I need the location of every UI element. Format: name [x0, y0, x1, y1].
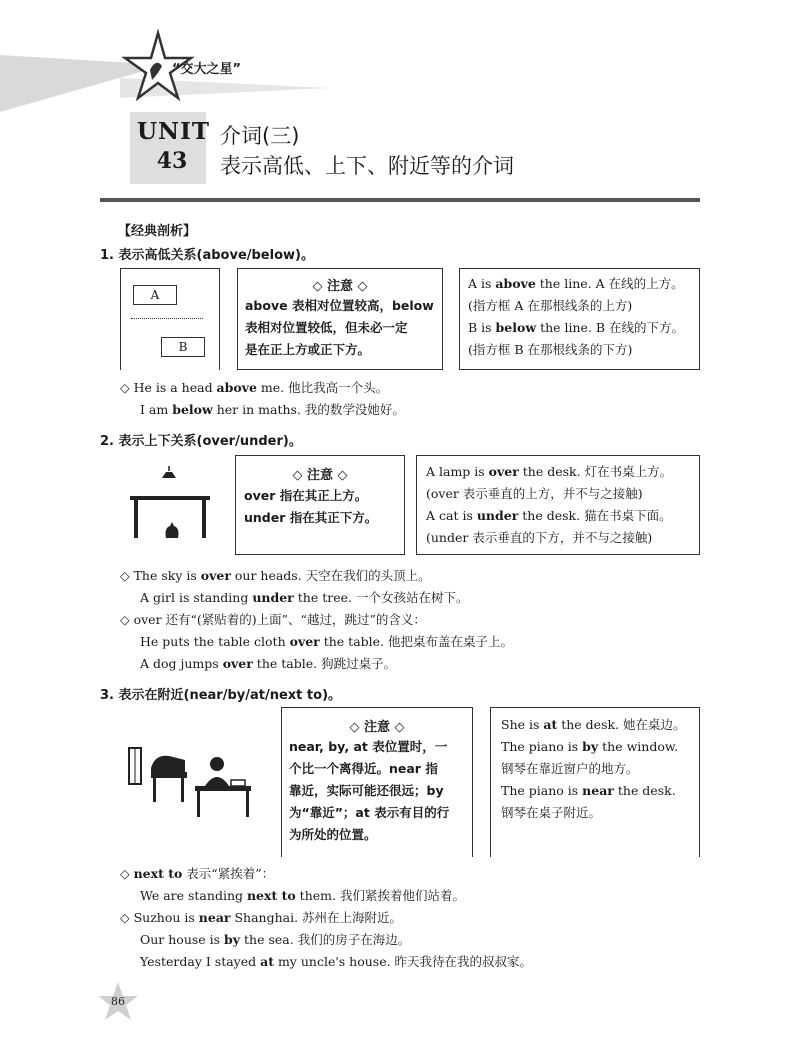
- box-a: A: [133, 285, 177, 305]
- section-number: 1.: [100, 248, 114, 263]
- brand-text: “交大之星”: [172, 62, 242, 77]
- body-line: A girl is standing under the tree. 一个女孩站在树下。: [140, 590, 469, 605]
- title-divider: [100, 198, 700, 202]
- note-box-2: [235, 455, 405, 555]
- section-number: 3.: [100, 688, 114, 703]
- section-title: 表示高低关系(above/below)。: [118, 248, 314, 263]
- note-title: ◇ 注意 ◇: [292, 468, 348, 483]
- note-line: 是在正上方或正下方。: [245, 342, 371, 357]
- section-2-heading: [100, 430, 302, 449]
- above-below-diagram: [120, 268, 220, 370]
- body-line: ◇ next to 表示“紧挨着”：: [120, 866, 275, 881]
- note-line: under 指在其正下方。: [244, 510, 378, 525]
- note-line: 为所处的位置。: [289, 827, 377, 842]
- body-line: Our house is by the sea. 我们的房子在海边。: [140, 932, 411, 947]
- body-line: ◇ over 还有“(紧贴着的)上面”、“越过，跳过”的含义：: [120, 612, 426, 627]
- box-b: B: [161, 337, 205, 357]
- note-line: 个比一个离得近。near 指: [289, 761, 438, 776]
- example-line: A is above the line. A 在线的上方。: [468, 276, 684, 291]
- body-line: We are standing next to them. 我们紧挨着他们站着。: [140, 888, 465, 903]
- unit-number: 43: [156, 148, 188, 174]
- section-label: 【经典剖析】: [118, 224, 197, 239]
- note-line: 靠近，实际可能还很远；by: [289, 783, 444, 798]
- body-line: A dog jumps over the table. 狗跳过桌子。: [140, 656, 397, 671]
- piano-window-girl-illustration: [125, 740, 255, 822]
- example-box-1: [459, 268, 700, 370]
- body-line: Yesterday I stayed at my uncle's house. 昨天我待在我的叔叔家。: [140, 954, 533, 969]
- note-line: above 表相对位置较高，below: [245, 298, 434, 313]
- example-line: A cat is under the desk. 猫在书桌下面。: [426, 508, 672, 523]
- note-line: over 指在其正上方。: [244, 488, 368, 503]
- header-banner: [0, 0, 800, 115]
- body-line: ◇ He is a head above me. 他比我高一个头。: [120, 380, 389, 395]
- note-title: ◇ 注意 ◇: [349, 720, 405, 735]
- unit-label: UNIT: [137, 118, 210, 145]
- example-line: She is at the desk. 她在桌边。: [501, 717, 686, 732]
- page-title: 介词(三): [220, 124, 300, 148]
- body-line: ◇ The sky is over our heads. 天空在我们的头顶上。: [120, 568, 431, 583]
- example-line: (under 表示垂直的下方，并不与之接触): [426, 530, 653, 545]
- note-line: 表相对位置较低，但未必一定: [245, 320, 408, 335]
- example-line: The piano is by the window.: [501, 739, 679, 754]
- section-3-heading: [100, 684, 341, 703]
- example-line: A lamp is over the desk. 灯在书桌上方。: [426, 464, 673, 479]
- example-line: (指方框 A 在那根线条的上方): [468, 298, 633, 313]
- note-line: near, by, at 表位置时，一: [289, 739, 448, 754]
- example-line: B is below the line. B 在线的下方。: [468, 320, 685, 335]
- example-box-3: [490, 707, 700, 857]
- reference-line: [131, 318, 203, 319]
- page-number: 86: [111, 995, 125, 1008]
- example-line: 钢琴在桌子附近。: [501, 805, 602, 820]
- example-line: 钢琴在靠近窗户的地方。: [501, 761, 639, 776]
- example-line: (over 表示垂直的上方，并不与之接触): [426, 486, 643, 501]
- note-title: ◇ 注意 ◇: [312, 279, 368, 294]
- example-line: (指方框 B 在那根线条的下方): [468, 342, 633, 357]
- section-1-heading: [100, 244, 314, 263]
- section-title: 表示在附近(near/by/at/next to)。: [118, 688, 342, 703]
- note-box-1: [237, 268, 443, 370]
- lamp-desk-cat-illustration: [120, 462, 220, 544]
- body-line: He puts the table cloth over the table. 他把桌布盖在桌子上。: [140, 634, 513, 649]
- example-line: The piano is near the desk.: [501, 783, 676, 798]
- section-title: 表示上下关系(over/under)。: [118, 434, 302, 449]
- page-subtitle: 表示高低、上下、附近等的介词: [220, 154, 514, 178]
- section-number: 2.: [100, 434, 114, 449]
- example-box-2: [416, 455, 700, 555]
- body-line: I am below her in maths. 我的数学没她好。: [140, 402, 405, 417]
- body-line: ◇ Suzhou is near Shanghai. 苏州在上海附近。: [120, 910, 403, 925]
- note-box-3: [281, 707, 473, 857]
- note-line: 为“靠近”；at 表示有目的行: [289, 805, 450, 820]
